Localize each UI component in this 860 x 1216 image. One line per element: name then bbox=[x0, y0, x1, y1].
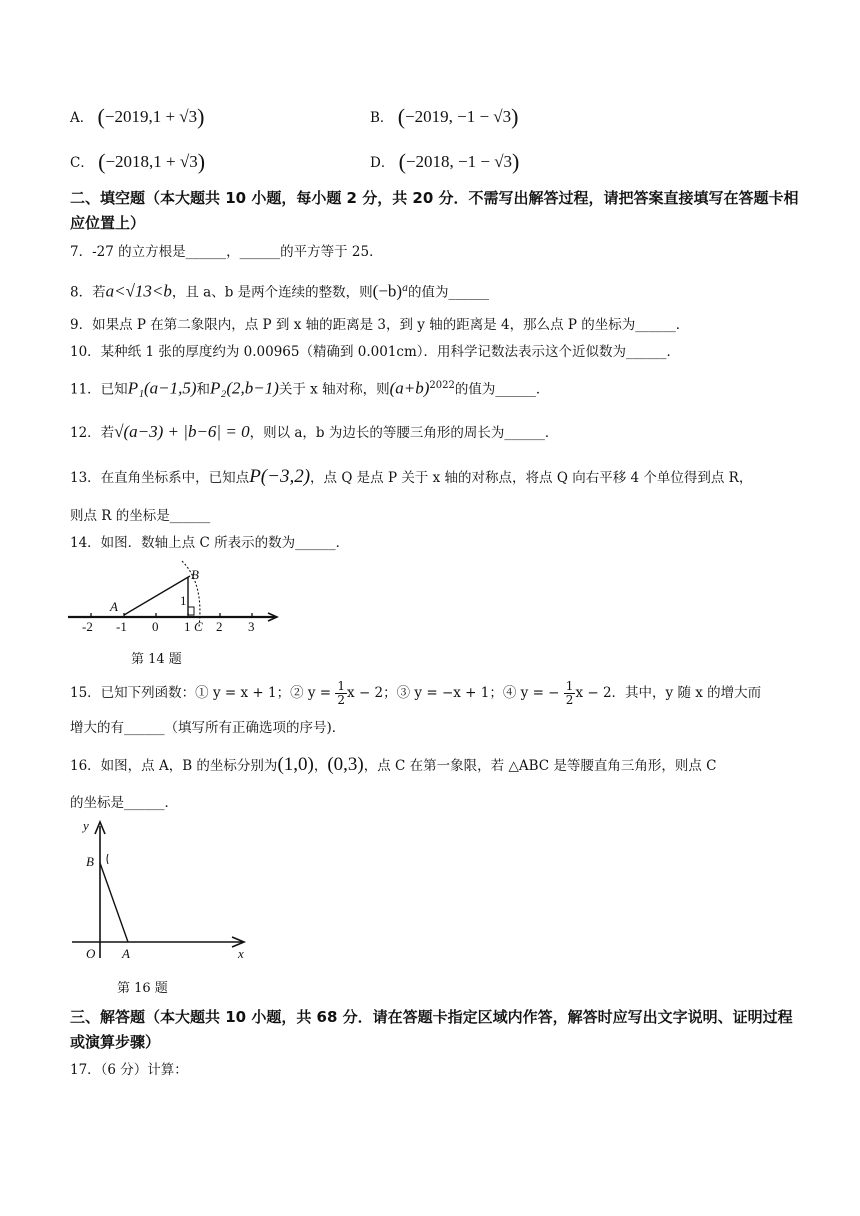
option-d-expr: −2018, −1 − √3 bbox=[405, 152, 513, 171]
question-10: 10．某种纸 1 张的厚度约为 0.00965（精确到 0.001cm）．用科学记数法表示这个近似数为______． bbox=[70, 344, 681, 360]
figure-16-caption: 第 16 题 bbox=[117, 981, 168, 996]
point-b-label: B bbox=[86, 854, 94, 869]
question-9: 9．如果点 P 在第二象限内，点 P 到 x 轴的距离是 3，到 y 轴的距离是 4，那么点 P 的坐标为______． bbox=[70, 317, 690, 333]
question-13: 13．在直角坐标系中，已知点P(−3,2)，点 Q 是点 P 关于 x 轴的对称点，将点 Q 向右平移 4 个单位得到点 R， bbox=[70, 466, 753, 487]
question-15: 15．已知下列函数：① y = x + 1；② y = $\frac{1}{2}$ x − 2；③ y = −x + 1；④ y = − $\frac{1}{2}$ x − 2．其中，y 随 x 的增大而 bbox=[70, 679, 762, 707]
option-a-expr: −2019,1 + √3 bbox=[104, 107, 198, 126]
question-12: 12．若√(a−3) + |b−6| = 0，则以 a，b 为边长的等腰三角形的周长为______． bbox=[70, 422, 559, 441]
question-7: 7．-27 的立方根是______，______的平方等于 25． bbox=[70, 244, 383, 260]
section-3-title: 三、解答题（本大题共 10 小题，共 68 分．请在答题卡指定区域内作答，解答时应写出文字说明、证明过程或演算步骤） bbox=[70, 1008, 793, 1051]
q12-equation: √(a−3) + |b−6| = 0 bbox=[114, 422, 250, 441]
question-14: 14．如图．数轴上点 C 所表示的数为______． bbox=[70, 535, 350, 551]
q8-inequality: a<√13<b bbox=[105, 281, 172, 301]
question-15-line-2: 增大的有______（填写所有正确选项的序号)． bbox=[70, 720, 346, 736]
fraction-one-half: $\frac{1}{2}$ bbox=[565, 679, 574, 707]
unit-length-label: 1 bbox=[180, 593, 187, 608]
fraction-one-half: $\frac{1}{2}$ bbox=[337, 679, 346, 707]
question-8: 8．若a<√13<b，且 a、b 是两个连续的整数，则$(-b)^a$的值为______ bbox=[70, 281, 490, 301]
figure-16-coordinate-plane bbox=[70, 818, 260, 968]
tick-label: 3 bbox=[248, 619, 255, 634]
tick-label: -1 bbox=[116, 619, 127, 634]
question-16-line-2: 的坐标是______． bbox=[70, 795, 178, 811]
x-axis-label: x bbox=[238, 946, 244, 961]
tick-label: -2 bbox=[82, 619, 93, 634]
figure-14-number-line bbox=[66, 555, 281, 635]
section-2-title: 二、填空题（本大题共 10 小题，每小题 2 分，共 20 分．不需写出解答过程，请把答案直接填写在答题卡相应位置上） bbox=[70, 189, 799, 232]
option-d: D． (−2018, −1 − √3) bbox=[370, 149, 520, 174]
option-a: A． (−2019,1 + √3) bbox=[70, 104, 205, 129]
question-17: 17．（6 分）计算： bbox=[70, 1062, 188, 1078]
tick-label: 0 bbox=[152, 619, 159, 634]
question-13-line-2: 则点 R 的坐标是______ bbox=[70, 508, 211, 524]
option-c: C． (−2018,1 + √3) bbox=[70, 149, 206, 174]
question-16: 16．如图，点 A，B 的坐标分别为(1,0)，(0,3)，点 C 在第一象限，若 △ABC 是等腰直角三角形，则点 C bbox=[70, 754, 717, 775]
option-c-expr: −2018,1 + √3 bbox=[105, 152, 198, 171]
point-a-label: A bbox=[110, 599, 118, 614]
figure-14-caption: 第 14 题 bbox=[131, 652, 182, 667]
option-b-expr: −2019, −1 − √3 bbox=[405, 107, 512, 126]
question-11: 11．已知P₁(a−1,5)和P₂(2,b−1)关于 x 轴对称，则$(a+b)^{2022}$的值为______． bbox=[70, 378, 550, 398]
point-b-label: B bbox=[191, 567, 199, 582]
point-a-label: A bbox=[122, 946, 130, 961]
origin-label: O bbox=[86, 946, 96, 961]
option-b: B． (−2019, −1 − √3) bbox=[370, 104, 519, 129]
tick-label: 2 bbox=[216, 619, 223, 634]
tick-label: 1 bbox=[184, 619, 191, 634]
point-c-label: C bbox=[194, 619, 203, 634]
y-axis-label: y bbox=[83, 818, 89, 833]
